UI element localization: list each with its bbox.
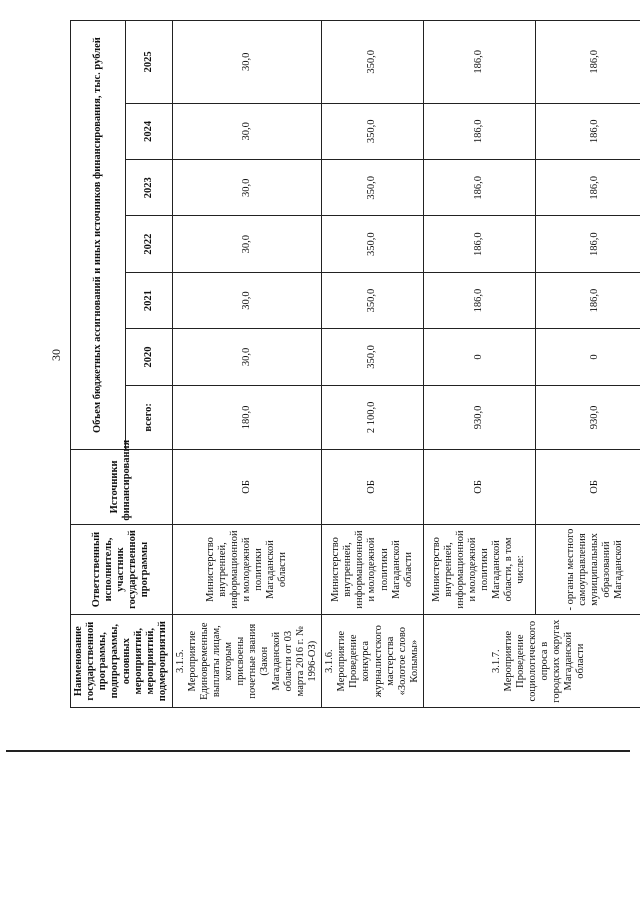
subrow-value-2025: 186,0 — [535, 21, 640, 104]
row-value-2022: 186,0 — [423, 216, 535, 272]
row-source: ОБ — [322, 450, 424, 525]
row-value-2025: 186,0 — [423, 21, 535, 104]
row-value-2021: 30,0 — [172, 272, 322, 328]
row-value-2025: 30,0 — [172, 21, 322, 104]
page-number: 30 — [49, 349, 63, 361]
header-source: Источники финансирования — [71, 450, 173, 525]
row-executor: Министерство внутренней, информационной и молодежной политики Магаданской области, в том числе: — [423, 524, 535, 615]
row-source: ОБ — [423, 450, 535, 525]
row-name: 3.1.6. Мероприятие Проведение конкурса журналистского мастерства «Золотое слово Колымы» — [322, 615, 424, 708]
row-value-2020: 30,0 — [172, 329, 322, 385]
subrow-value-2024: 186,0 — [535, 103, 640, 159]
header-year-2024: 2024 — [125, 103, 172, 159]
header-total: всего: — [125, 385, 172, 449]
budget-table — [70, 20, 640, 708]
subrow-value-2023: 186,0 — [535, 160, 640, 216]
subrow-value-2020: 0 — [535, 329, 640, 385]
row-value-2021: 350,0 — [322, 272, 424, 328]
row-value-2020: 350,0 — [322, 329, 424, 385]
row-source: ОБ — [172, 450, 322, 525]
subrow-value-2022: 186,0 — [535, 216, 640, 272]
row-value-2025: 350,0 — [322, 21, 424, 104]
header-name: Наименование государственной программы, подпрограммы, основных мероприятий, мероприятий, подмероприятий — [71, 615, 173, 708]
row-value-2023: 186,0 — [423, 160, 535, 216]
header-year-2023: 2023 — [125, 160, 172, 216]
subrow-executor: - органы местного самоуправления муниципальных образований Магаданской — [535, 524, 640, 615]
table-row — [423, 21, 535, 708]
header-year-2020: 2020 — [125, 329, 172, 385]
subrow-source: ОБ — [535, 450, 640, 525]
row-value-2024: 186,0 — [423, 103, 535, 159]
row-value-2021: 186,0 — [423, 272, 535, 328]
row-name: 3.1.7. Мероприятие Проведение социологического опроса в городских округах Магаданской области — [423, 615, 640, 708]
header-year-2022: 2022 — [125, 216, 172, 272]
row-total: 180,0 — [172, 385, 322, 449]
subrow-total: 930,0 — [535, 385, 640, 449]
row-value-2023: 30,0 — [172, 160, 322, 216]
header-executor: Ответственный исполнитель, участник государственной программы — [71, 524, 173, 615]
header-funding: Объем бюджетных ассигнований и иных источников финансирования, тыс. рублей — [71, 21, 126, 450]
row-value-2022: 30,0 — [172, 216, 322, 272]
row-value-2024: 350,0 — [322, 103, 424, 159]
row-value-2023: 350,0 — [322, 160, 424, 216]
row-total: 930,0 — [423, 385, 535, 449]
row-value-2024: 30,0 — [172, 103, 322, 159]
row-value-2020: 0 — [423, 329, 535, 385]
table-row — [172, 21, 322, 708]
header-year-2021: 2021 — [125, 272, 172, 328]
subrow-value-2021: 186,0 — [535, 272, 640, 328]
row-executor: Министерство внутренней, информационной и молодежной политики Магаданской области — [172, 524, 322, 615]
table-row — [322, 21, 424, 708]
table-subrow — [535, 21, 640, 708]
row-name: 3.1.5. Мероприятие Единовременные выплаты лицам, которым присвоены почетные звания (Закон Магаданской области от 03 марта 2016 г. № 1996-ОЗ) — [172, 615, 322, 708]
row-value-2022: 350,0 — [322, 216, 424, 272]
row-total: 2 100,0 — [322, 385, 424, 449]
page-divider-line — [6, 750, 630, 752]
header-year-2025: 2025 — [125, 21, 172, 104]
budget-table-rotated — [70, 20, 625, 708]
row-executor: Министерство внутренней, информационной и молодежной политики Магаданской области — [322, 524, 424, 615]
